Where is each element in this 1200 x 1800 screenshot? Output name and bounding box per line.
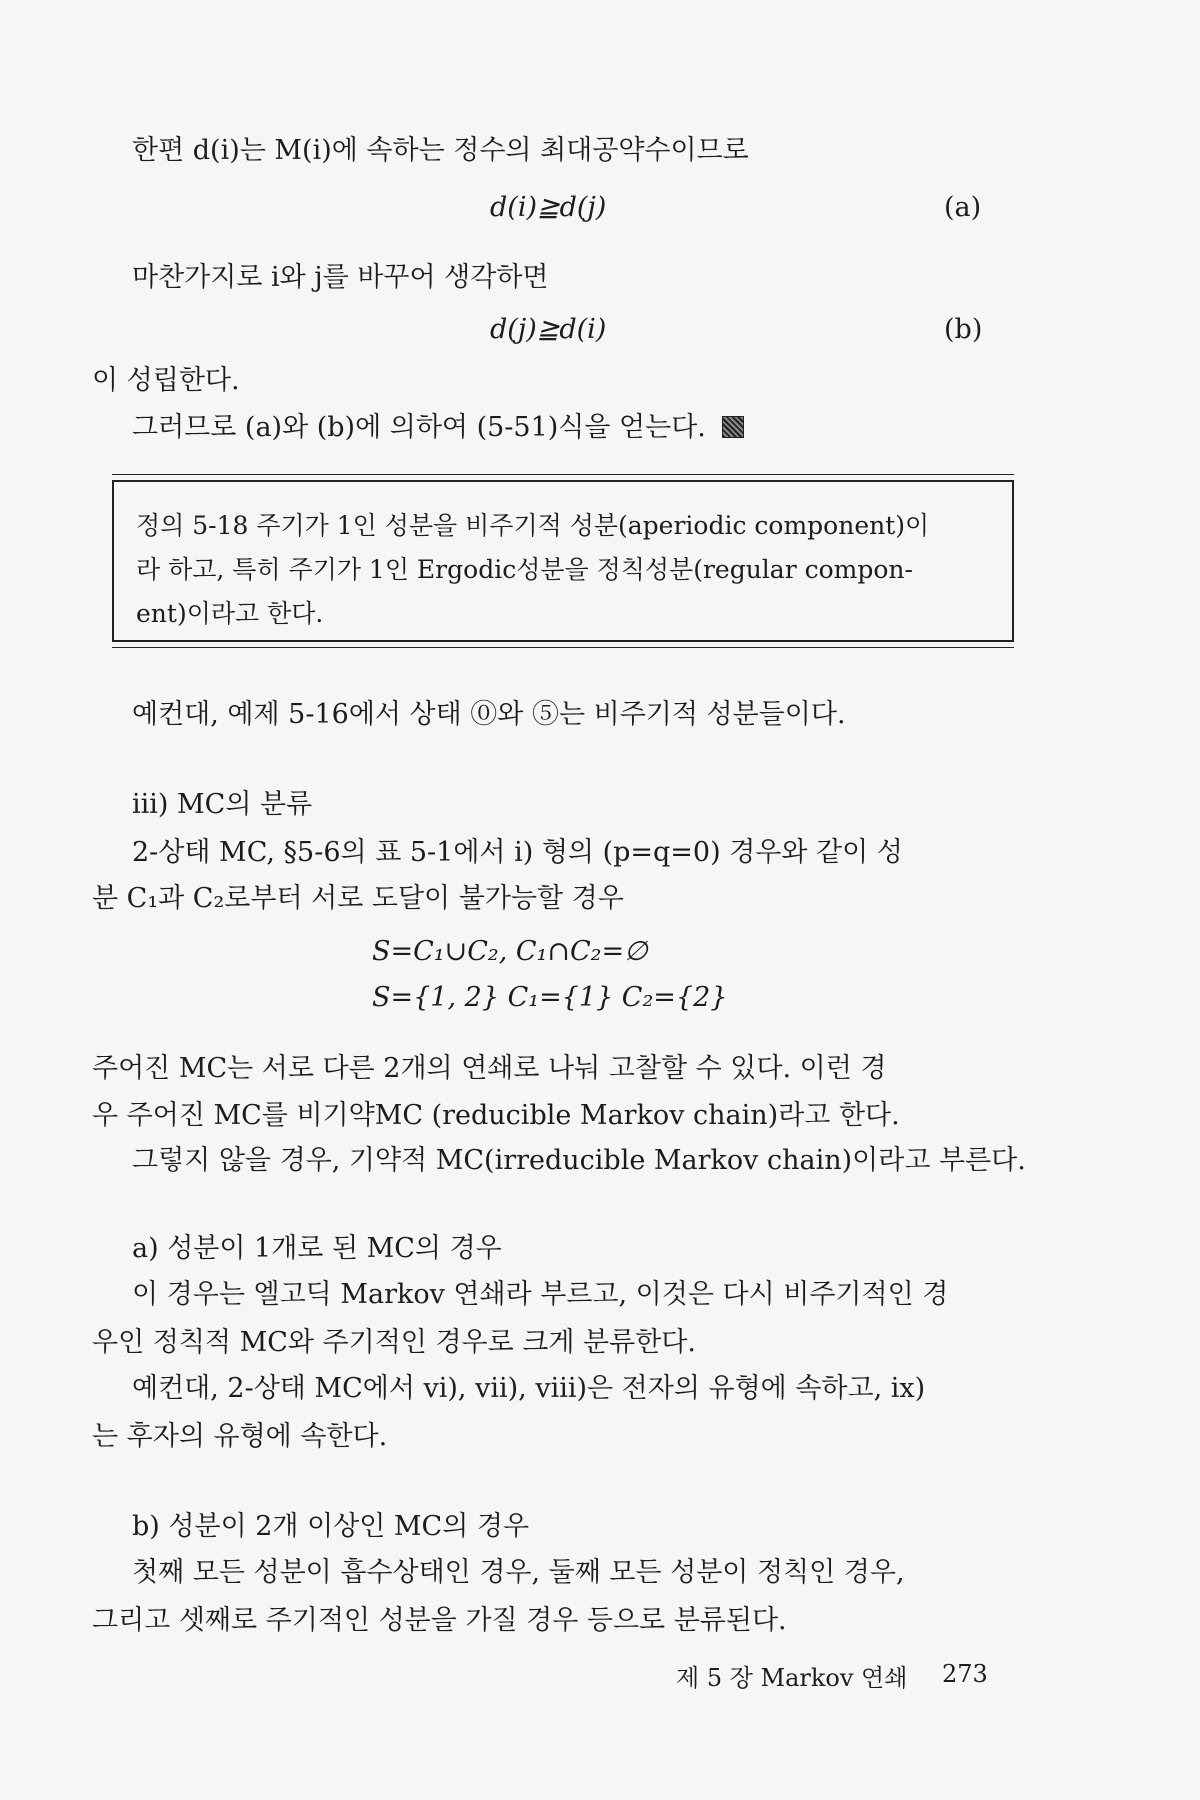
text-line: 주어진 MC는 서로 다른 2개의 연쇄로 나눠 고찰할 수 있다. 이런 경 [92,1053,887,1084]
set-equation: S={1, 2} C₁={1} C₂={2} [372,982,728,1013]
text-line: 2-상태 MC, §5-6의 표 5-1에서 i) 형의 (p=q=0) 경우와 같이 성 [132,837,903,868]
section-heading: iii) MC의 분류 [132,789,313,820]
text-line: 분 C₁과 C₂로부터 서로 도달이 불가능할 경우 [92,883,624,914]
set-equation: S=C₁∪C₂, C₁∩C₂=∅ [372,936,648,967]
section-heading: b) 성분이 2개 이상인 MC의 경우 [132,1511,530,1542]
text-line: 이 성립한다. [92,365,240,396]
text-line: 마찬가지로 i와 j를 바꾸어 생각하면 [132,262,549,293]
text-line: 그렇지 않을 경우, 기약적 MC(irreducible Markov chain)이라고 부른다. [132,1145,1026,1176]
divider [112,647,1014,648]
page-number: 273 [942,1660,988,1688]
text-line: 는 후자의 유형에 속한다. [92,1421,388,1452]
text-line: 우 주어진 MC를 비기약MC (reducible Markov chain)라고 한다. [92,1100,900,1131]
chapter-footer: 제 5 장 Markov 연쇄 [676,1664,908,1692]
equation-label-b: (b) [944,314,983,345]
text-line: 첫째 모든 성분이 흡수상태인 경우, 둘째 모든 성분이 정칙인 경우, [132,1557,905,1588]
text-line: 그리고 셋째로 주기적인 성분을 가질 경우 등으로 분류된다. [92,1605,787,1636]
divider [112,474,1014,475]
text-line: 예컨대, 예제 5-16에서 상태 ⓪와 ⑤는 비주기적 성분들이다. [132,699,846,730]
equation-a: d(i)≧d(j) [490,192,607,223]
definition-line: 라 하고, 특히 주기가 1인 Ergodic성분을 정칙성분(regular compon- [136,555,913,584]
text-line: 한편 d(i)는 M(i)에 속하는 정수의 최대공약수이므로 [132,135,749,166]
definition-box [112,480,1014,642]
equation-b: d(j)≧d(i) [490,314,607,345]
text-line [132,405,744,444]
conclusion-text: 그러므로 (a)와 (b)에 의하여 (5-51)식을 얻는다. [132,412,706,443]
section-heading: a) 성분이 1개로 된 MC의 경우 [132,1233,502,1264]
text-line: 이 경우는 엘고딕 Markov 연쇄라 부르고, 이것은 다시 비주기적인 경 [132,1279,949,1310]
definition-line: ent)이라고 한다. [136,599,324,628]
equation-label-a: (a) [944,192,982,223]
qed-icon [722,416,744,438]
text-line: 우인 정칙적 MC와 주기적인 경우로 크게 분류한다. [92,1327,696,1358]
definition-line: 정의 5-18 주기가 1인 성분을 비주기적 성분(aperiodic component)이 [136,511,930,540]
text-line: 예컨대, 2-상태 MC에서 vi), vii), viii)은 전자의 유형에 속하고, ix) [132,1373,926,1404]
